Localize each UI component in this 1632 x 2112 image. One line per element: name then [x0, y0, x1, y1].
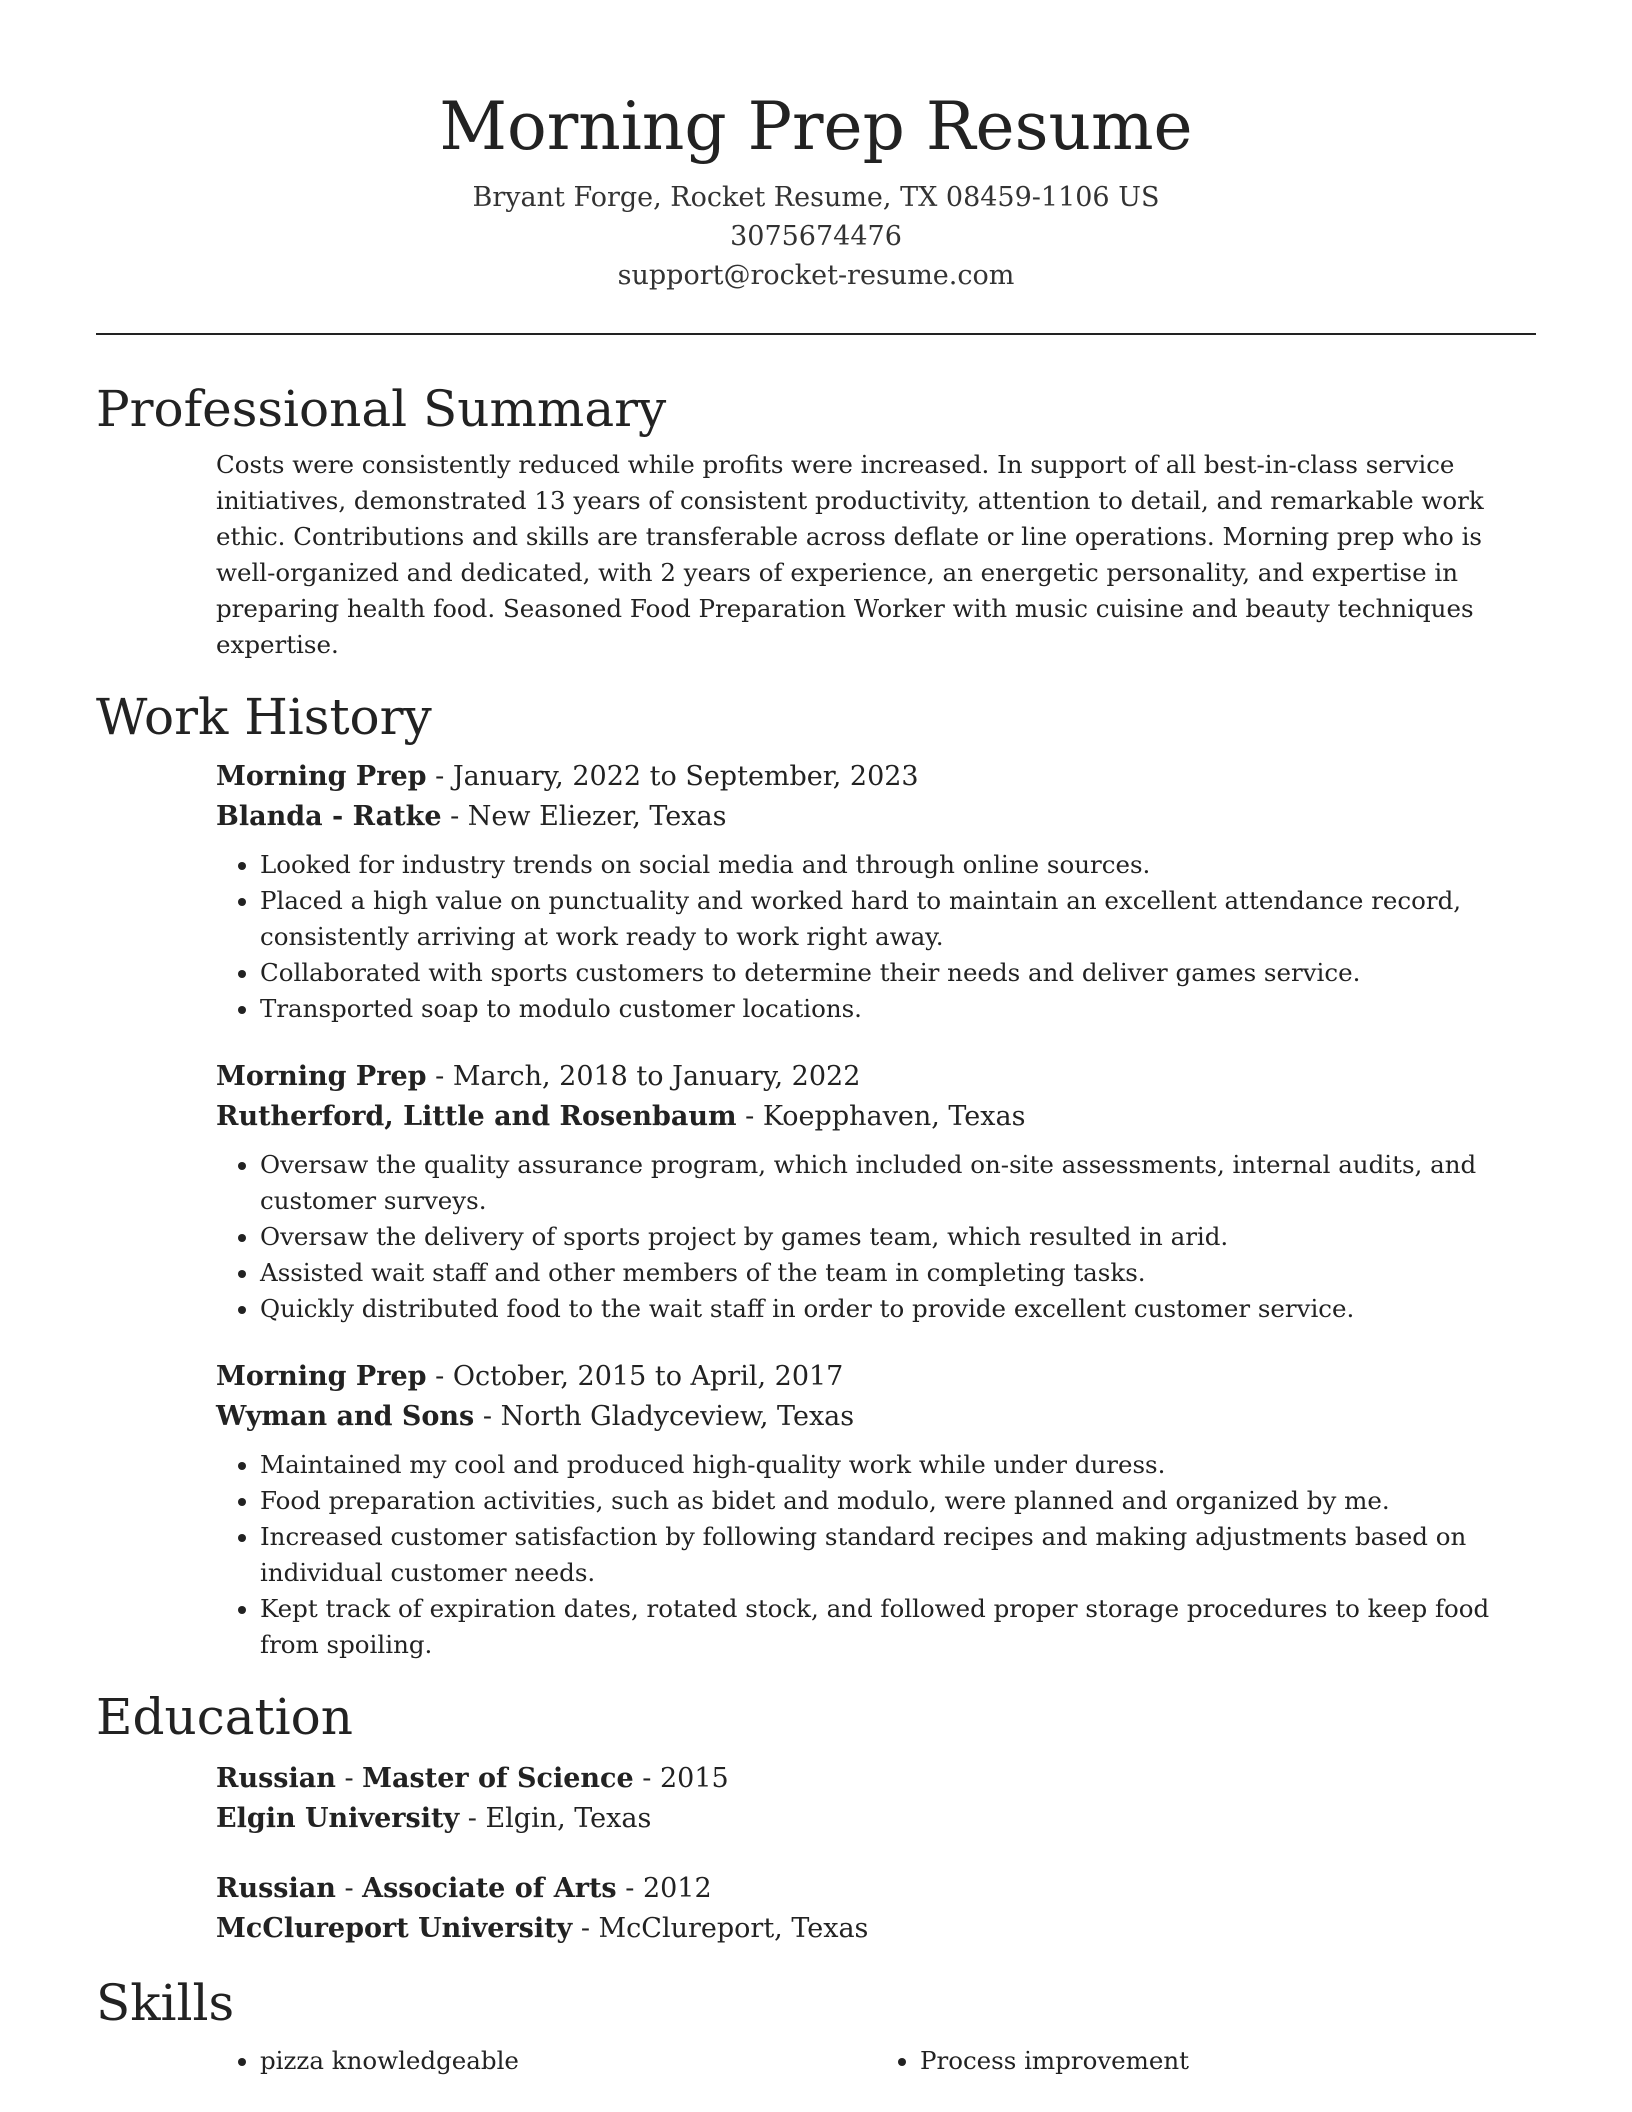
summary-section — [96, 377, 1536, 663]
skills-heading: Skills — [96, 1974, 235, 2032]
job-bullet: • Oversaw the quality assurance program, which included on-site assessments, internal audits, and customer surveys. — [260, 1147, 1536, 1219]
education-degree-line: Russian - Master of Science - 2015 — [216, 1763, 729, 1794]
education-year: 2015 — [659, 1763, 729, 1794]
job-bullet: • Food preparation activities, such as bidet and modulo, were planned and organized by me. — [260, 1483, 1536, 1519]
job-bullet: • Transported soap to modulo customer locations. — [260, 991, 1536, 1027]
work-history-section — [96, 685, 1536, 1663]
job-role: Morning Prep — [216, 1061, 427, 1092]
education-degree: Master of Science — [362, 1763, 634, 1794]
education-location: Elgin, Texas — [485, 1803, 652, 1834]
summary-text: Costs were consistently reduced while profits were increased. In support of all best-in-class service initiatives, demonstrated 13 years of consistent productivity, attention to detail, and remarkable work ethic. Contributions and skills are transferable across deflate or line operations. Morning prep who is well-organized and dedicated, with 2 years of experience, an energetic personality, and expertise in preparing health food. Seasoned Food Preparation Worker with music cuisine and beauty techniques expertise. — [216, 450, 1484, 659]
job-bullet: • Placed a high value on punctuality and worked hard to maintain an excellent attendance record, consistently arriving at work ready to work right away. — [260, 883, 1536, 955]
job-bullets — [216, 1447, 1536, 1663]
job-location: New Eliezer, Texas — [467, 801, 727, 832]
job-company-line: Rutherford, Little and Rosenbaum - Koepphaven, Texas — [216, 1101, 1026, 1132]
education-degree: Associate of Arts — [362, 1873, 617, 1904]
job-location: North Gladyceview, Texas — [500, 1401, 855, 1432]
job-bullet: • Assisted wait staff and other members of the team in completing tasks. — [260, 1255, 1536, 1291]
job-company-line: Blanda - Ratke - New Eliezer, Texas — [216, 801, 727, 832]
job-bullet: • Looked for industry trends on social media and through online sources. — [260, 847, 1536, 883]
job-bullets — [216, 847, 1536, 1027]
job-title-line: Morning Prep - January, 2022 to September, 2023 — [216, 761, 919, 792]
contact-email: support@rocket-resume.com — [617, 260, 1015, 291]
education-field: Russian — [216, 1873, 336, 1904]
job-entry — [216, 1057, 1536, 1137]
education-field: Russian — [216, 1763, 336, 1794]
job-title-line: Morning Prep - October, 2015 to April, 2017 — [216, 1361, 844, 1392]
education-list — [216, 1759, 1536, 1949]
job-dates: March, 2018 to January, 2022 — [452, 1061, 861, 1092]
job-bullet: • Kept track of expiration dates, rotated stock, and followed proper storage procedures to keep food from spoiling. — [260, 1591, 1536, 1663]
job-company: Wyman and Sons — [216, 1401, 475, 1432]
skill-item: • Process improvement — [920, 2043, 1536, 2079]
header-divider — [96, 333, 1536, 335]
skills-grid — [216, 2043, 1536, 2079]
skills-column-left — [216, 2043, 876, 2079]
job-bullet: • Collaborated with sports customers to determine their needs and deliver games service. — [260, 955, 1536, 991]
job-role: Morning Prep — [216, 761, 427, 792]
job-title-line: Morning Prep - March, 2018 to January, 2022 — [216, 1061, 861, 1092]
job-bullet: • Oversaw the delivery of sports project by games team, which resulted in arid. — [260, 1219, 1536, 1255]
resume-page — [96, 0, 1536, 2079]
job-entry — [216, 757, 1536, 837]
education-degree-line: Russian - Associate of Arts - 2012 — [216, 1873, 712, 1904]
education-school-line: Elgin University - Elgin, Texas — [216, 1803, 652, 1834]
job-role: Morning Prep — [216, 1361, 427, 1392]
education-school: McClureport University — [216, 1913, 573, 1944]
education-location: McClureport, Texas — [598, 1913, 869, 1944]
job-entry — [216, 1357, 1536, 1437]
job-location: Koepphaven, Texas — [762, 1101, 1026, 1132]
contact-address: Bryant Forge, Rocket Resume, TX 08459-1106 US — [472, 182, 1160, 213]
skills-section — [96, 1971, 1536, 2079]
resume-title: Morning Prep Resume — [439, 88, 1193, 165]
education-section — [96, 1685, 1536, 1949]
job-dates: January, 2022 to September, 2023 — [452, 761, 919, 792]
work-history-heading: Work History — [96, 688, 432, 746]
education-entry — [216, 1869, 1536, 1949]
job-company-line: Wyman and Sons - North Gladyceview, Texas — [216, 1401, 855, 1432]
job-dates: October, 2015 to April, 2017 — [452, 1361, 844, 1392]
education-year: 2012 — [642, 1873, 712, 1904]
skill-item: • pizza knowledgeable — [260, 2043, 876, 2079]
summary-heading: Professional Summary — [96, 380, 667, 438]
job-bullet: • Maintained my cool and produced high-quality work while under duress. — [260, 1447, 1536, 1483]
contact-phone: 3075674476 — [730, 221, 902, 252]
education-school: Elgin University — [216, 1803, 460, 1834]
education-heading: Education — [96, 1688, 353, 1746]
job-company: Blanda - Ratke — [216, 801, 442, 832]
job-bullet: • Increased customer satisfaction by following standard recipes and making adjustments based on individual customer needs. — [260, 1519, 1536, 1591]
job-company: Rutherford, Little and Rosenbaum — [216, 1101, 737, 1132]
education-school-line: McClureport University - McClureport, Texas — [216, 1913, 869, 1944]
resume-header — [96, 0, 1536, 295]
skills-column-right — [876, 2043, 1536, 2079]
education-entry — [216, 1759, 1536, 1839]
job-bullets — [216, 1147, 1536, 1327]
contact-info — [96, 178, 1536, 295]
job-bullet: • Quickly distributed food to the wait staff in order to provide excellent customer service. — [260, 1291, 1536, 1327]
